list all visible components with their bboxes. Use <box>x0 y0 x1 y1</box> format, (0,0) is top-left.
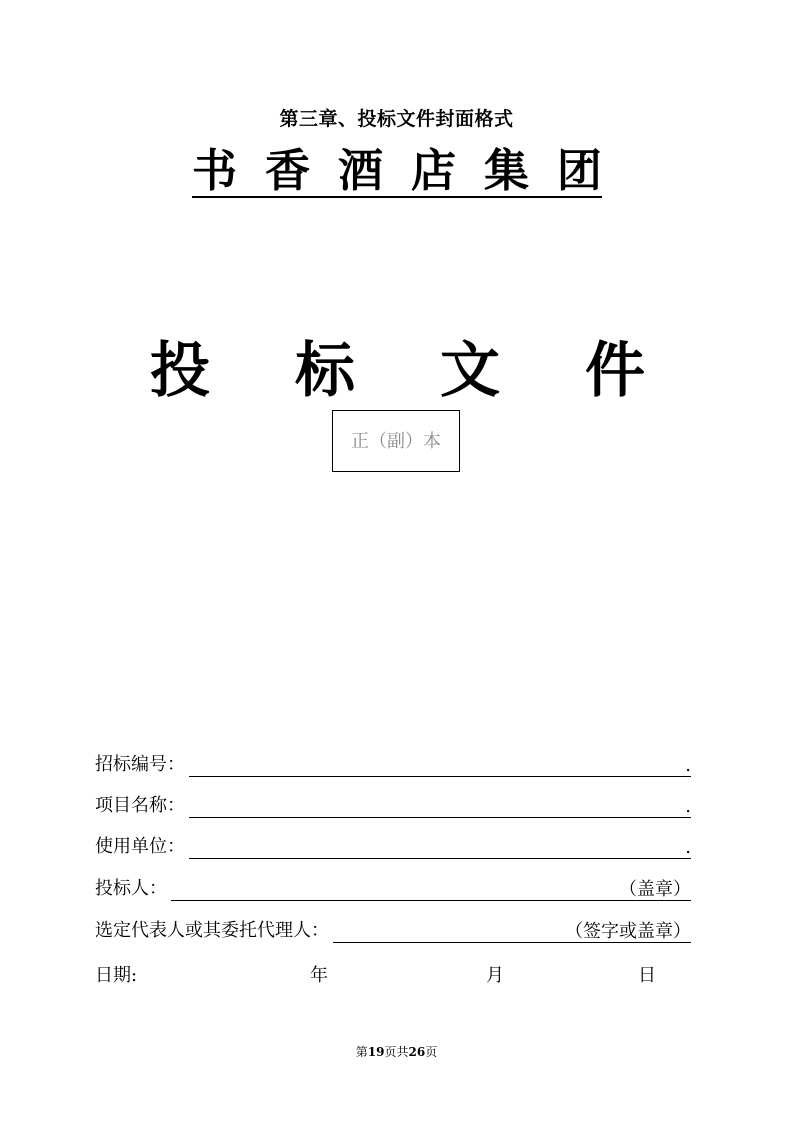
field-representative <box>95 915 691 943</box>
field-project-name <box>95 790 691 818</box>
fill-line[interactable] <box>189 752 691 777</box>
field-suffix: . <box>685 755 691 776</box>
field-suffix: . <box>685 837 691 858</box>
page-footer <box>0 1043 793 1060</box>
date-row <box>95 961 655 987</box>
date-day-label: 日 <box>638 965 656 986</box>
company-char: 店 <box>410 144 456 197</box>
title-char: 标 <box>295 336 355 406</box>
field-bid-number <box>95 749 691 777</box>
title-char: 文 <box>440 336 500 406</box>
footer-total-pages: 26 <box>408 1045 426 1059</box>
company-name <box>192 146 602 198</box>
company-char: 香 <box>264 144 310 197</box>
field-suffix: （签字或盖章） <box>565 921 691 942</box>
field-suffix: （盖章） <box>619 879 691 900</box>
fill-line[interactable] <box>333 918 691 943</box>
field-label: 使用单位： <box>95 836 185 857</box>
field-user-unit <box>95 831 691 859</box>
footer-page-number: 19 <box>367 1045 385 1059</box>
company-char: 酒 <box>337 144 383 197</box>
title-char: 投 <box>150 336 210 406</box>
company-char: 书 <box>192 144 238 197</box>
copy-type-box: 正（副）本 <box>332 410 460 472</box>
company-char: 团 <box>556 144 602 197</box>
title-char: 件 <box>585 336 645 406</box>
date-year-label: 年 <box>310 965 328 986</box>
field-bidder <box>95 873 691 901</box>
company-char: 集 <box>483 144 529 197</box>
date-label: 日期: <box>95 965 138 986</box>
date-month-label: 月 <box>486 965 504 986</box>
fill-line[interactable] <box>189 834 691 859</box>
fill-line[interactable] <box>189 793 691 818</box>
field-label: 投标人： <box>95 878 167 899</box>
field-label: 招标编号： <box>95 754 185 775</box>
field-suffix: . <box>685 796 691 817</box>
chapter-heading: 第三章、投标文件封面格式 <box>279 108 514 130</box>
footer-mid: 页共 <box>384 1045 409 1059</box>
footer-suffix: 页 <box>425 1045 438 1059</box>
fill-line[interactable] <box>171 876 691 901</box>
footer-prefix: 第 <box>355 1045 368 1059</box>
document-title <box>150 336 645 406</box>
field-label: 项目名称： <box>95 795 185 816</box>
field-label: 选定代表人或其委托代理人： <box>95 920 329 941</box>
